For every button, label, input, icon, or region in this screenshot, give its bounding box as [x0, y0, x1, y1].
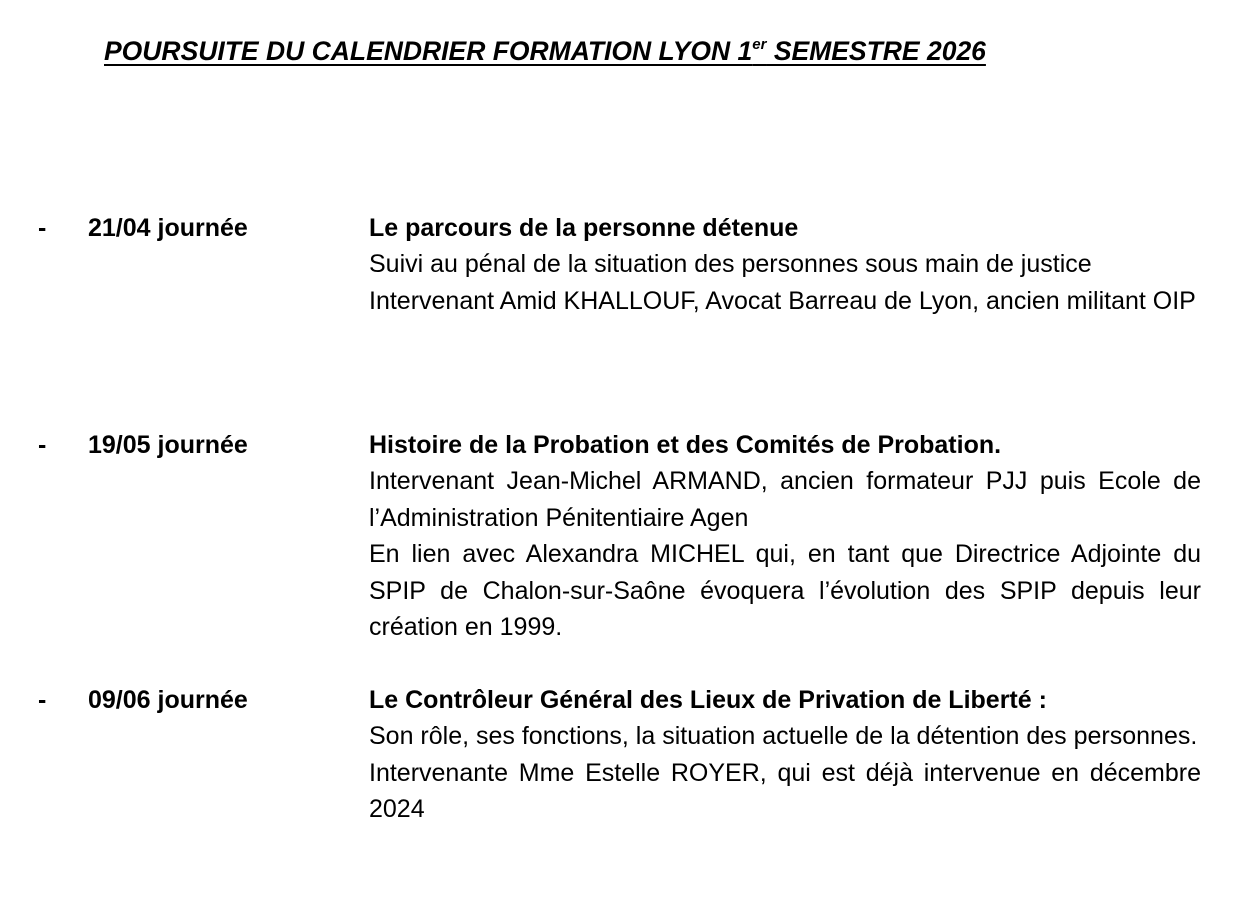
bullet-dash: -: [38, 431, 47, 459]
entry-paragraph: Intervenant Jean-Michel ARMAND, ancien formateur PJJ puis Ecole de l’Administration Pénitentiaire Agen: [369, 467, 1201, 532]
entry-heading: Le parcours de la personne détenue: [369, 214, 799, 242]
entry-date: 09/06 journée: [88, 686, 248, 714]
entry-paragraph: Suivi au pénal de la situation des personnes sous main de justice: [369, 250, 1092, 279]
entry-paragraph: Intervenante Mme Estelle ROYER, qui est déjà intervenue en décembre 2024: [369, 758, 1201, 824]
entry-heading: Le Contrôleur Général des Lieux de Privation de Liberté :: [369, 686, 1047, 714]
entry-paragraph: Son rôle, ses fonctions, la situation actuelle de la détention des personnes.: [369, 722, 1198, 751]
document-title: [104, 36, 986, 67]
entry-content: [369, 210, 1201, 319]
entry-paragraph: Intervenant Amid KHALLOUF, Avocat Barreau de Lyon, ancien militant OIP: [369, 286, 1196, 315]
entry-heading: Histoire de la Probation et des Comités de Probation.: [369, 431, 1002, 459]
entry-paragraph: En lien avec Alexandra MICHEL qui, en tant que Directrice Adjointe du SPIP de Chalon-sur-Saône évoquera l’évolution des SPIP depuis leur création en 1999.: [369, 540, 1201, 642]
entry-content: [369, 427, 1201, 645]
bullet-dash: -: [38, 214, 47, 242]
title-superscript: er: [752, 36, 767, 53]
entry-date: 19/05 journée: [88, 431, 248, 459]
title-text: POURSUITE DU CALENDRIER FORMATION LYON 1: [104, 36, 753, 66]
entry-date: 21/04 journée: [88, 214, 248, 242]
title-text-end: SEMESTRE 2026: [766, 36, 986, 66]
bullet-dash: -: [38, 686, 47, 714]
entry-content: [369, 682, 1201, 828]
